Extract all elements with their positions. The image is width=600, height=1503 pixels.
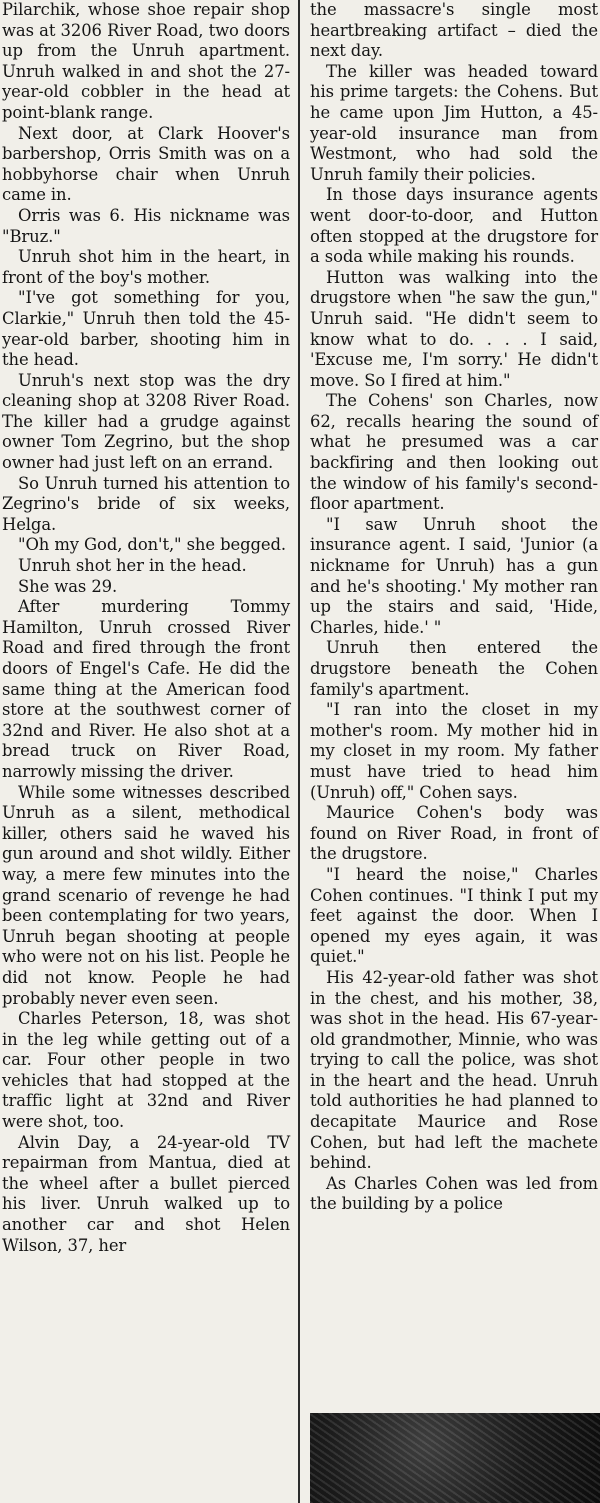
article-column-left [0, 0, 294, 1503]
paragraph: Unruh shot him in the heart, in front of the boy's mother. [2, 247, 290, 287]
photo-fragment [310, 1413, 600, 1503]
paragraph: "Oh my God, don't," she begged. [18, 535, 286, 555]
paragraph: Unruh then entered the drugstore beneath the Cohen family's apartment. [310, 638, 598, 699]
paragraph: She was 29. [18, 576, 118, 596]
paragraph: As Charles Cohen was led from the building by a police [310, 1173, 598, 1214]
paragraph: Alvin Day, a 24-year-old TV repairman from Mantua, died at the wheel after a bullet pierced his liver. Unruh walked up to another car and shot Helen Wilson, 37, her [2, 1132, 290, 1255]
paragraph: "I've got something for you, Clarkie," Unruh then told the 45-year-old barber, shooting him in the head. [2, 288, 290, 370]
paragraph: "I saw Unruh shoot the insurance agent. I said, 'Junior (a nickname for Unruh) has a gun and he's shooting.' My mother ran up the stairs and said, 'Hide, Charles, hide.' " [310, 514, 598, 637]
paragraph: The killer was headed toward his prime targets: the Cohens. But he came upon Jim Hutton, a 45-year-old insurance man from Westmont, who had sold the Unruh family their policies. [310, 61, 598, 184]
paragraph: While some witnesses described Unruh as a silent, methodical killer, others said he waved his gun around and shot wildly. Either way, a mere few minutes into the grand scenario of revenge he had been contemplating for two years, Unruh began shooting at people who were not on his list. People he did not know. People he had probably never even seen. [2, 782, 290, 1008]
paragraph: Next door, at Clark Hoover's barbershop, Orris Smith was on a hobbyhorse chair when Unruh came in. [2, 123, 290, 205]
paragraph: After murdering Tommy Hamilton, Unruh crossed River Road and fired through the front doors of Engel's Cafe. He did the same thing at the American food store at the southwest corner of 32nd and River. He also shot at a bread truck on River Road, narrowly missing the driver. [2, 597, 290, 781]
paragraph: Hutton was walking into the drugstore when "he saw the gun," Unruh said. "He didn't seem to know what to do. . . . I said, 'Excuse me, I'm sorry.' He didn't move. So I fired at him." [310, 267, 598, 390]
paragraph: Pilarchik, whose shoe repair shop was at 3206 River Road, two doors up from the Unruh apartment. Unruh walked in and shot the 27-year-old cobbler in the head at point-blank range. [2, 0, 290, 122]
paragraph: Orris was 6. His nickname was "Bruz." [2, 205, 290, 246]
paragraph: Maurice Cohen's body was found on River Road, in front of the drugstore. [310, 803, 598, 864]
paragraph: So Unruh turned his attention to Zegrino's bride of six weeks, Helga. [2, 473, 290, 534]
article-column-right [306, 0, 600, 1503]
paragraph: His 42-year-old father was shot in the chest, and his mother, 38, was shot in the head. His 67-year-old grandmother, Minnie, who was trying to call the police, was shot in the heart and the head. Unruh told authorities he had planned to decapitate Maurice and Rose Cohen, but had left the machete behind. [310, 967, 598, 1173]
column-divider [298, 0, 300, 1503]
paragraph: The Cohens' son Charles, now 62, recalls hearing the sound of what he presumed was a car backfiring and then looking out the window of his family's second-floor apartment. [310, 391, 598, 514]
paragraph: Charles Peterson, 18, was shot in the leg while getting out of a car. Four other people in two vehicles that had stopped at the traffic light at 32nd and River were shot, too. [2, 1009, 290, 1132]
paragraph: In those days insurance agents went door-to-door, and Hutton often stopped at the drugstore for a soda while making his rounds. [310, 185, 598, 267]
paragraph: "I ran into the closet in my mother's room. My mother hid in my closet in my room. My father must have tried to head him (Unruh) off," Cohen says. [310, 700, 598, 802]
paragraph: Unruh's next stop was the dry cleaning shop at 3208 River Road. The killer had a grudge against owner Tom Zegrino, but the shop owner had just left on an errand. [2, 370, 290, 473]
paragraph: Unruh shot her in the head. [18, 556, 247, 576]
paragraph: "I heard the noise," Charles Cohen continues. "I think I put my feet against the door. When I opened my eyes again, it was quiet." [310, 864, 598, 967]
paragraph: the massacre's single most heartbreaking artifact – died the next day. [310, 0, 598, 61]
